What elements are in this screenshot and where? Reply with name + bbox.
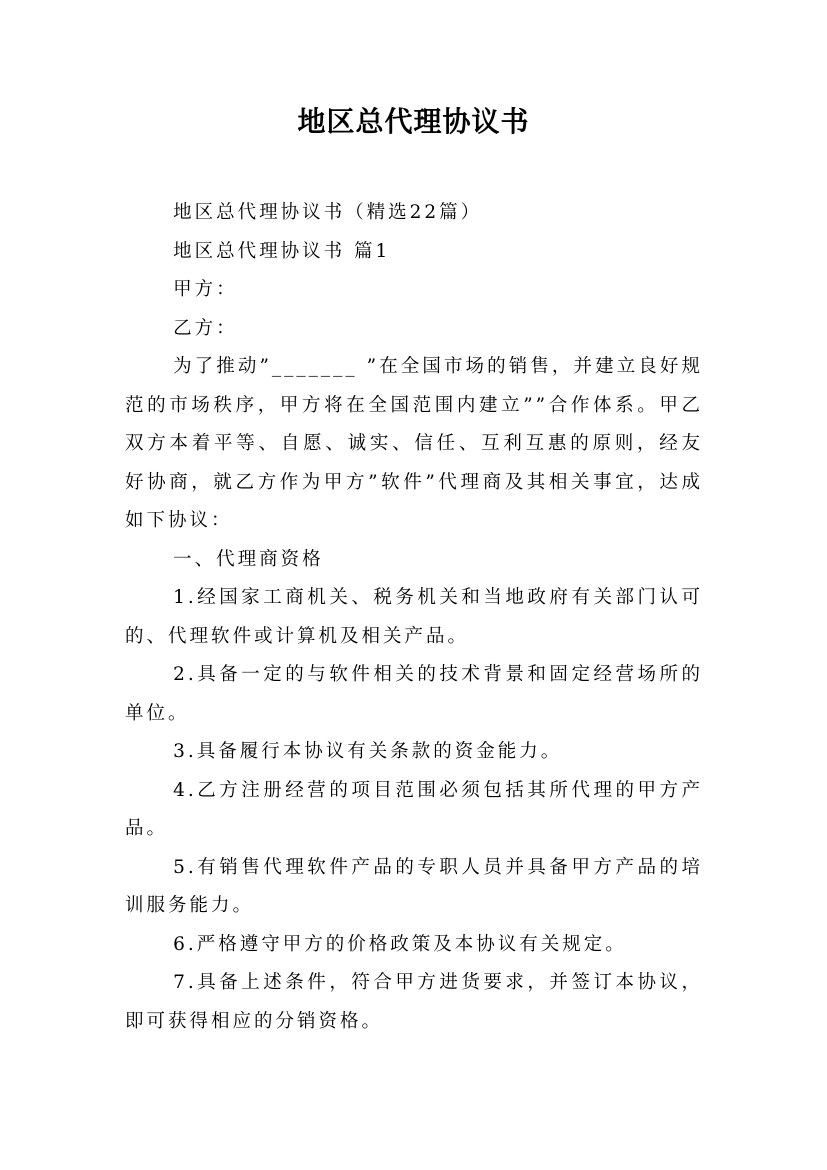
paragraph-item-4: 4.乙方注册经营的项目范围必须包括其所代理的甲方产品。 — [125, 779, 703, 839]
paragraph-item-5: 5.有销售代理软件产品的专职人员并具备甲方产品的培训服务能力。 — [125, 856, 703, 916]
paragraph-section-heading: 地区总代理协议书 篇1 — [173, 240, 391, 262]
paragraph-preamble: 为了推动”_______ ”在全国市场的销售，并建立良好规范的市场秩序，甲方将在全国范围内建立””合作体系。甲乙双方本着平等、自愿、诚实、信任、互利互惠的原则，经友好协商，就乙方作为甲方”软件”代理商及其相关事宜，达成如下协议： — [125, 356, 703, 531]
paragraph-party-a: 甲方： — [173, 279, 238, 300]
paragraph-item-1: 1.经国家工商机关、税务机关和当地政府有关部门认可的、代理软件或计算机及相关产品。 — [125, 587, 703, 647]
paragraph-subtitle: 地区总代理协议书（精选22篇） — [173, 202, 483, 223]
paragraph-item-7: 7.具备上述条件，符合甲方进货要求，并签订本协议，即可获得相应的分销资格。 — [125, 972, 703, 1032]
paragraph-item-6: 6.严格遵守甲方的价格政策及本协议有关规定。 — [173, 933, 627, 955]
paragraph-clause-heading: 一、代理商资格 — [173, 548, 324, 570]
document-title: 地区总代理协议书 — [297, 105, 530, 138]
document-body — [125, 194, 703, 1041]
paragraph-item-2: 2.具备一定的与软件相关的技术背景和固定经营场所的单位。 — [125, 664, 703, 724]
paragraph-item-3: 3.具备履行本协议有关条款的资金能力。 — [173, 741, 563, 762]
paragraph-party-b: 乙方： — [173, 317, 238, 339]
